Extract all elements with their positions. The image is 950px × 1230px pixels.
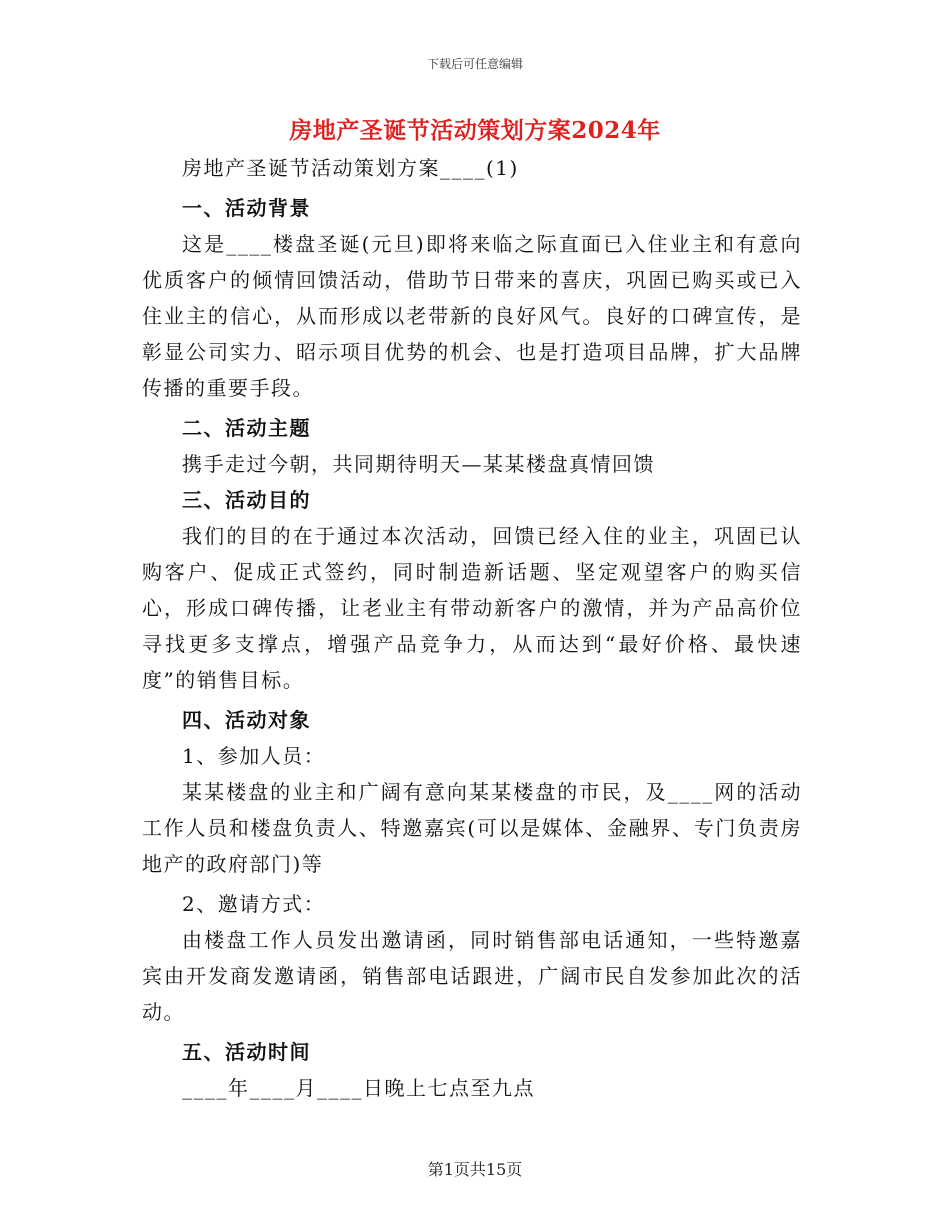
document-body [142, 150, 802, 1106]
subheading-participants: 1、参加人员： [182, 744, 326, 768]
document-title: 房地产圣诞节活动策划方案2024年 [289, 117, 661, 144]
section-body-background: 这是____楼盘圣诞(元旦)即将来临之际直面已入住业主和有意向优质客户的倾情回馈活动，借助节日带来的喜庆，巩固已购买或已入住业主的信心，从而形成以老带新的良好风气。良好的口碑宣传，是彰显公司实力、昭示项目优势的机会、也是打造项目品牌，扩大品牌传播的重要手段。 [142, 232, 802, 400]
section-body-theme: 携手走过今朝，共同期待明天—某某楼盘真情回馈 [182, 452, 655, 476]
section-body-purpose: 我们的目的在于通过本次活动，回馈已经入住的业主，巩固已认购客户、促成正式签约，同时制造新话题、坚定观望客户的购买信心，形成口碑传播，让老业主有带动新客户的激情，并为产品高价位寻找更多支撑点，增强产品竞争力，从而达到“最好价格、最快速度”的销售目标。 [142, 524, 802, 692]
section-body-participants: 某某楼盘的业主和广阔有意向某某楼盘的市民，及____网的活动工作人员和楼盘负责人、特邀嘉宾(可以是媒体、金融界、专门负责房地产的政府部门)等 [142, 780, 802, 876]
section-heading-audience: 四、活动对象 [182, 708, 311, 732]
section-body-invitation: 由楼盘工作人员发出邀请函，同时销售部电话通知，一些特邀嘉宾由开发商发邀请函，销售部电话跟进，广阔市民自发参加此次的活动。 [142, 928, 802, 1024]
header-note: 下载后可任意编辑 [426, 57, 523, 71]
section-heading-time: 五、活动时间 [182, 1040, 311, 1064]
section-heading-theme: 二、活动主题 [182, 416, 311, 440]
subheading-invitation: 2、邀请方式： [182, 892, 326, 916]
section-body-time: ____年____月____日晚上七点至九点 [182, 1076, 535, 1100]
subtitle: 房地产圣诞节活动策划方案____(1) [182, 156, 519, 180]
section-heading-background: 一、活动背景 [182, 196, 311, 220]
section-heading-purpose: 三、活动目的 [182, 488, 311, 512]
page-footer: 第1页共15页 [427, 1160, 523, 1179]
